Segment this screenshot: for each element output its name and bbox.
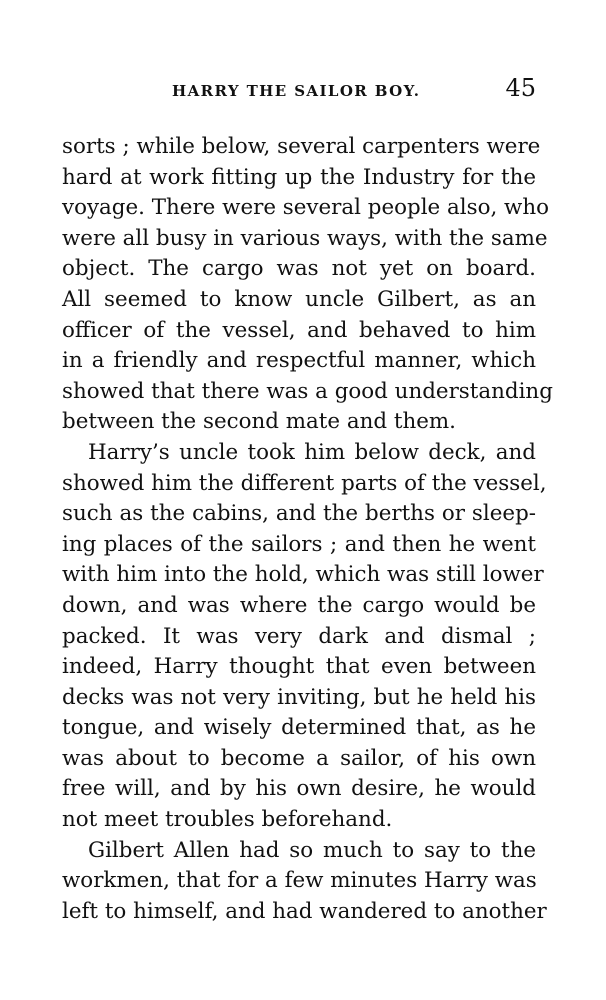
text-line: was about to become a sailor, of his own <box>62 745 536 771</box>
paragraph-1 <box>62 132 553 438</box>
text-line: object. The cargo was not yet on board. <box>62 256 536 282</box>
text-line: sorts ; while below, several carpenters were <box>62 134 541 159</box>
text-line: Gilbert Allen had so much to say to the <box>88 837 536 863</box>
page-number: 45 <box>505 74 536 102</box>
text-line: decks was not very inviting, but he held his <box>62 684 536 710</box>
text-line: not meet troubles beforehand. <box>62 807 393 833</box>
text-line: tongue, and wisely determined that, as he <box>62 715 536 741</box>
page-header <box>60 74 536 108</box>
text-line: were all busy in various ways, with the same <box>62 225 548 251</box>
text-line: Harry’s uncle took him below deck, and <box>88 439 536 465</box>
text-line: in a friendly and respectful manner, which <box>62 348 536 374</box>
text-line: down, and was where the cargo would be <box>62 592 536 618</box>
body-text <box>62 132 553 927</box>
text-line: indeed, Harry thought that even between <box>62 654 536 680</box>
text-line: such as the cabins, and the berths or sleep- <box>62 501 536 527</box>
paragraph-2 <box>62 438 547 836</box>
text-line: workmen, that for a few minutes Harry was <box>62 868 537 894</box>
text-line: voyage. There were several people also, who <box>62 195 550 221</box>
text-line: left to himself, and had wandered to another <box>62 898 547 924</box>
running-title: HARRY THE SAILOR BOY. <box>172 82 421 100</box>
text-line: with him into the hold, which was still lower <box>62 562 544 588</box>
paragraph-3 <box>62 836 547 928</box>
text-line: packed. It was very dark and dismal ; <box>62 623 536 649</box>
text-line: showed him the different parts of the vessel, <box>62 470 547 496</box>
text-line: between the second mate and them. <box>62 409 456 435</box>
text-line: All seemed to know uncle Gilbert, as an <box>62 286 536 312</box>
text-line: ing places of the sailors ; and then he went <box>62 531 536 557</box>
text-line: hard at work fitting up the Industry for the <box>62 164 536 190</box>
text-line: showed that there was a good understanding <box>62 378 553 404</box>
text-line: free will, and by his own desire, he would <box>62 776 536 802</box>
text-line: officer of the vessel, and behaved to him <box>62 317 536 343</box>
